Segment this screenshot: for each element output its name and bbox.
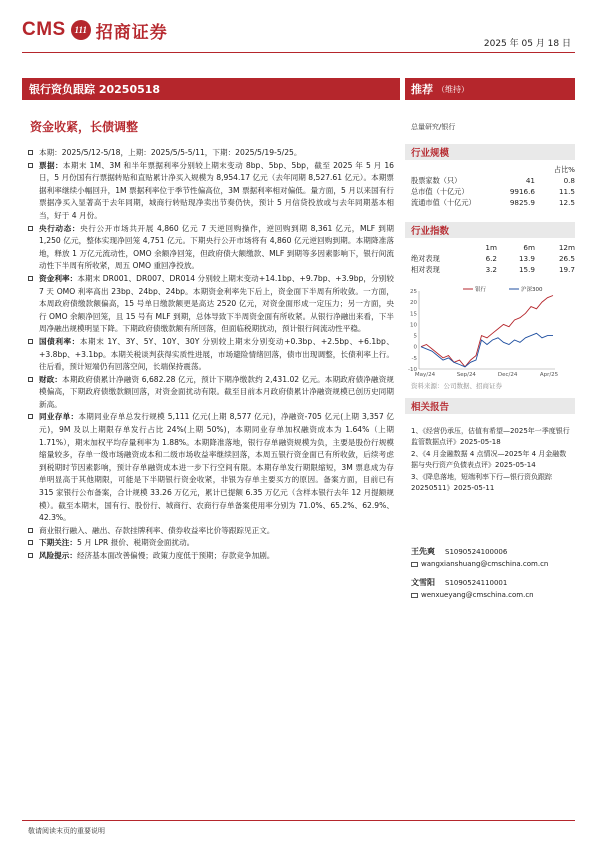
bullet-paragraph [28, 147, 394, 160]
series-line-0 [421, 296, 553, 367]
section-title: 行业规模 [411, 148, 450, 159]
email-icon [411, 593, 418, 598]
row-value: 6.2 [485, 254, 497, 263]
index-table [411, 242, 575, 275]
email-icon [411, 562, 418, 567]
paragraph-body: 本期末 1Y、3Y、5Y、10Y、30Y 分别较上期末分别变动+0.3bp、+2.5bp、+6.1bp、+3.8bp、+3.1bp。本期关税谈判获得实质性进展，市场避险情绪回落，债市出现调整，长债利率上行。往后看，预计短端仍有回落空间，长端保持震荡。 [39, 336, 394, 372]
y-tick-label: -10 [408, 367, 417, 373]
paragraph-label: 风险提示： [39, 551, 77, 560]
paragraph-body: 本期：2025/5/12-5/18，上期：2025/5/5-5/11，下期：2025/5/19-5/25。 [39, 148, 302, 157]
report-link[interactable]: 3、《降息落地，短端利率下行—银行资负跟踪 20250511》2025-05-11 [411, 473, 552, 492]
row-value: 13.9 [518, 254, 535, 263]
paragraph-body: 央行公开市场共开展 4,860 亿元 7 天逆回购操作，逆回购到期 8,361 亿元，MLF 到期 1,250 亿元，整体实现净回笼 4,751 亿元。下期央行公开市场将有 4,860 亿元逆回购到期。本期降准落地，释放 1 万亿元流动性，OMO 余额净回笼，但政府债大额缴款、MLF 到期等多因素影响下，银行间流动性下半周有所收紧，周五 OMO 重回净投放。 [39, 223, 395, 271]
analyst-name: 文雪阳 [411, 578, 435, 587]
row-value: 41 [525, 176, 535, 185]
y-tick-label: 10 [410, 322, 417, 329]
analyst-id: S1090524100006 [445, 547, 508, 556]
row-label: 股票家数（只） [411, 175, 462, 185]
legend-label: 银行 [475, 287, 487, 293]
row-pct: 0.8 [563, 176, 575, 185]
row-value: 3.2 [485, 265, 497, 274]
row-label: 流通市值（十亿元） [411, 197, 476, 207]
bullet-square-icon [28, 553, 33, 558]
analyst-email[interactable]: wenxueyang@cmschina.com.cn [421, 591, 534, 599]
row-label: 绝对表现 [411, 253, 440, 263]
bullet-square-icon [28, 377, 33, 382]
table-header-row [411, 164, 575, 175]
paragraph-label: 下期关注： [39, 538, 77, 548]
row-value: 9916.6 [509, 187, 535, 196]
col-header: 6m [523, 243, 535, 252]
paragraph-body: 5 月 LPR 报价、税期资金面扰动。 [76, 538, 195, 548]
logo-mark-icon: 111 [71, 20, 91, 40]
legend-label: 沪深300 [521, 287, 543, 293]
series-line-1 [421, 333, 553, 367]
section-industry-index [405, 222, 575, 238]
section-title: 相关报告 [411, 402, 450, 413]
paragraph-body: 本期末 1M、3M 和半年票据利率分别较上期末变动 8bp、5bp、5bp，截至 2025 年 5 月 16 日，5 月份国有行票据转贴和直贴累计净买入规模为 8,954.17 亿元（去年同期 8,527.61 亿元）。本期票据利率继续小幅回升，1M 票据利率位于季节性偏高位，3M 票据利率相对偏低。量方面，5 月以来国有行票据净买入显著高于去年同期，城商行转贴现净卖出节奏仍快，预计 5 月信贷投放或与去年同期基本相当，好于 4 月份。 [39, 160, 395, 220]
footer-note: 敬请阅读末页的重要说明 [28, 827, 105, 835]
section-related-reports [405, 398, 575, 414]
report-title-banner [22, 78, 400, 100]
y-tick-label: 15 [410, 311, 417, 318]
rating: 推荐 [411, 83, 433, 96]
bullet-square-icon [28, 226, 33, 231]
logo-chinese: 招商证券 [95, 22, 168, 43]
row-pct: 11.5 [558, 187, 575, 196]
table-row [411, 197, 575, 208]
bullet-square-icon [28, 528, 33, 533]
bullet-square-icon [28, 163, 33, 168]
col-header: 1m [485, 243, 497, 252]
bullet-square-icon [28, 150, 33, 155]
table-header-row [411, 242, 575, 253]
source-note: 资料来源：公司数据、招商证券 [411, 382, 502, 390]
paragraph-body: 本期末 DR001、DR007、DR014 分别较上期末变动+14.1bp、+9.7bp、+3.9bp，分别较 7 天 OMO 利率高出 23bp、24bp、24bp。本期资金利率先下后上，资金面下半周有所收敛。一方面，本周政府债缴款额偏高，15 号单日缴款额更是高达 2520 亿元，对资金面形成一定压力；另一方面，央行 OMO 余额净回笼，且 15 号有 MLF 到期，总体导致下半周资金面有所收紧。从银行净融出来看，下半周净融出规模明显下降。下期政府债缴款额有所回落，但面临税期扰动，预计银行间流动性平稳。 [39, 273, 395, 334]
y-tick-label: 0 [413, 344, 417, 351]
bullet-square-icon [28, 276, 33, 281]
rating-sub: （维持） [437, 84, 469, 94]
bullet-paragraph [28, 273, 394, 336]
paragraph-body: 经济基本面改善偏慢；政策力度低于预期；存款竞争加剧。 [76, 551, 275, 560]
y-tick-label: 20 [410, 300, 417, 307]
row-value: 26.5 [558, 254, 575, 263]
paragraph-body: 商业银行融入、融出、存款挂牌利率、债券收益率比价等跟踪见正文。 [39, 525, 275, 535]
row-value: 19.7 [558, 265, 575, 274]
row-label: 相对表现 [411, 264, 440, 274]
bullet-square-icon [28, 540, 33, 545]
main-content [28, 147, 394, 563]
bullet-paragraph [28, 411, 394, 524]
paragraph-label: 同业存单： [39, 412, 79, 422]
row-label: 总市值（十亿元） [411, 186, 469, 196]
analyst-info [411, 546, 573, 600]
paragraph-label: 国债利率： [39, 336, 80, 346]
index-chart [405, 283, 575, 383]
index-chart-svg [405, 283, 575, 383]
analyst-type: 总量研究/银行 [411, 123, 456, 131]
report-subtitle: 资金收紧，长债调整 [30, 120, 139, 134]
bullet-paragraph [28, 336, 394, 374]
col-header: 12m [558, 243, 575, 252]
table-row [411, 264, 575, 275]
paragraph-label: 财政： [39, 374, 63, 384]
bullet-paragraph [28, 160, 394, 223]
logo-latin: CMS [22, 19, 66, 40]
paragraph-body: 本期同业存单总发行规模 5,111 亿元(上期 8,577 亿元)，净融资-705 亿元(上期 3,357 亿元)，9M 及以上期限存单发行占比 24%(上期 50%)，本期同业存单加权融资成本为 1.64%（上期 1.71%），期末加权平均存量利率为 1.88%。本期降准落地，银行存单融资规模为负，主要是股份行规模缩量较多，存单一级市场融资成本和二级市场收益率继续回落，本周五银行资金面已有所收敛，后续考虑到税期时节因素影响，预计存单融资成本进一步下行空间有限。本期存单发行期限缩短，3M 票息成为存单明显高于其他期限，可能是下半期银行资金收紧，非银为存单主要买方的原因。备案方面，目前已有 315 家银行公布备案，合计规模 33.26 万亿元，累计已提额 6.35 万亿元（含样本银行去年 12 月提额规模）。截至本期末，国有行、股份行、城商行、农商行存单备案使用率分别为 71.0%、65.2%、62.9%、42.3%。 [39, 412, 395, 523]
header-divider [22, 52, 575, 53]
section-title: 行业指数 [411, 226, 450, 237]
row-value: 15.9 [518, 265, 535, 274]
industry-table [411, 164, 575, 208]
bullet-square-icon [28, 414, 33, 419]
row-pct: 12.5 [558, 198, 575, 207]
table-row [411, 175, 575, 186]
bullet-paragraph [28, 537, 394, 550]
report-date: 2025 年 05 月 18 日 [483, 39, 571, 49]
paragraph-label: 央行动态： [39, 223, 81, 233]
related-reports-list [411, 426, 573, 495]
report-link[interactable]: 2、《4 月金融数据 4 点情况—2025年 4 月金融数据与央行资产负债表点评》2025-05-14 [411, 450, 567, 469]
analyst-email-row [411, 590, 573, 600]
y-tick-label: 5 [413, 333, 417, 340]
section-industry-scale [405, 144, 575, 160]
analyst-row [411, 546, 573, 557]
analyst-row [411, 577, 573, 588]
x-tick-label: May/24 [414, 372, 436, 378]
y-tick-label: -5 [411, 355, 417, 362]
row-value: 9825.9 [509, 198, 535, 207]
table-row [411, 253, 575, 264]
paragraph-label: 资金利率： [39, 273, 78, 283]
bullet-paragraph [28, 374, 394, 412]
footer-divider [22, 820, 575, 821]
paragraph-label: 票据： [39, 160, 63, 170]
analyst-email[interactable]: wangxianshuang@cmschina.com.cn [421, 560, 549, 568]
bullet-paragraph [28, 525, 394, 538]
table-row [411, 186, 575, 197]
analyst-name: 王先爽 [411, 547, 435, 556]
analyst-email-row [411, 559, 573, 569]
report-title: 银行资负跟踪 20250518 [29, 83, 161, 96]
x-tick-label: Dec/24 [497, 372, 518, 378]
report-link[interactable]: 1、《经营仍承压，估值有希望—2025年一季度银行监管数据点评》2025-05-18 [411, 427, 570, 446]
bullet-paragraph [28, 223, 394, 273]
rating-banner [405, 78, 575, 100]
analyst-id: S1090524110001 [445, 578, 508, 587]
company-logo [22, 16, 168, 44]
x-tick-label: Sep/24 [456, 372, 476, 378]
bullet-square-icon [28, 339, 33, 344]
paragraph-body: 本期政府债累计净融资 6,682.28 亿元，预计下期净缴款约 2,431.02 亿元。本期政府债净融资规模偏高，下期政府债缴款额回落，对资金面扰动有限。截至目前本月政府债累计净融资规模已创历史同期新高。 [39, 374, 394, 409]
x-tick-label: Apr/25 [539, 372, 559, 378]
y-tick-label: 25 [410, 289, 417, 295]
bullet-paragraph [28, 550, 394, 563]
pct-header: 占比% [553, 164, 575, 174]
